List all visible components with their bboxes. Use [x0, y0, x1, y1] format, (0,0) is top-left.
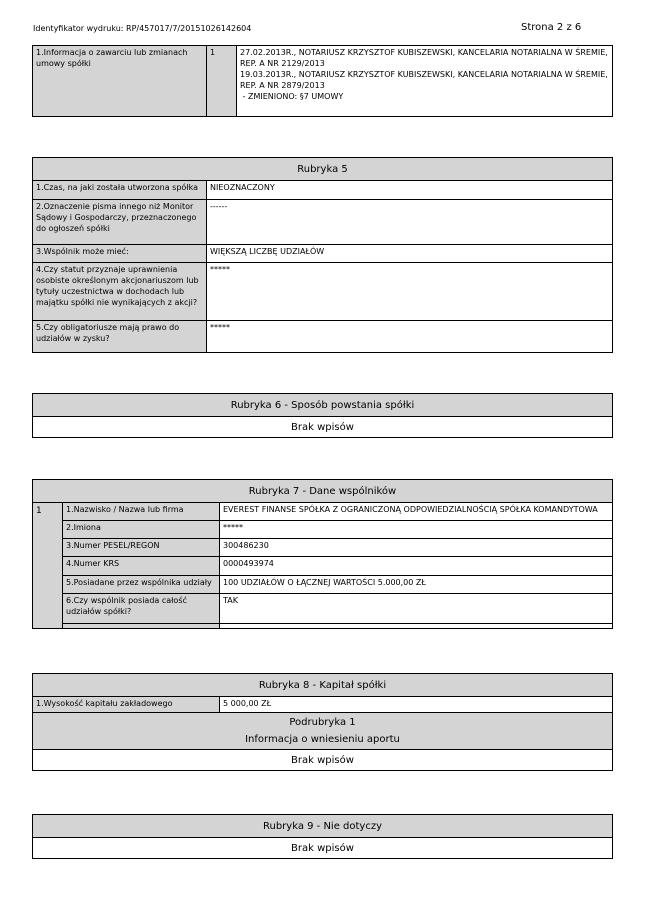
field-label: 5.Czy obligatoriusze mają prawo do udziałów w zysku?: [33, 321, 207, 353]
field-label: 2.Oznaczenie pisma innego niż Monitor Sądowy i Gospodarczy, przeznaczonego do ogłoszeń spółki: [33, 200, 207, 245]
rubryka-5: [32, 157, 613, 353]
agreement-entries: [237, 46, 613, 117]
no-entries: Brak wpisów: [33, 838, 613, 859]
field-value: 0000493974: [220, 557, 613, 576]
field-label: 1.Wysokość kapitału zakładowego: [33, 697, 220, 713]
field-value: 100 UDZIAŁÓW O ŁĄCZNEJ WARTOŚCI 5.000,00 ZŁ: [220, 576, 613, 594]
agreement-section: [32, 45, 613, 117]
section-title: Rubryka 8 - Kapitał spółki: [33, 674, 613, 697]
field-label: 4.Numer KRS: [63, 557, 220, 576]
field-label: 2.Imiona: [63, 521, 220, 539]
field-value: *****: [207, 263, 613, 321]
section-title: Rubryka 6 - Sposób powstania spółki: [33, 394, 613, 417]
partner-number: 1: [33, 503, 63, 629]
print-identifier: Identyfikator wydruku: RP/457017/7/20151026142604: [33, 24, 252, 33]
field-value: 5 000,00 ZŁ: [220, 697, 613, 713]
field-label: 6.Czy wspólnik posiada całość udziałów spółki?: [63, 594, 220, 624]
field-label: 1.Nazwisko / Nazwa lub firma: [63, 503, 220, 521]
field-value: EVEREST FINANSE SPÓŁKA Z OGRANICZONĄ ODPOWIEDZIALNOŚCIĄ SPÓŁKA KOMANDYTOWA: [220, 503, 613, 521]
field-value: TAK: [220, 594, 613, 624]
field-label: 5.Posiadane przez wspólnika udziały: [63, 576, 220, 594]
subsection-heading: Podrubryka 1: [289, 717, 356, 728]
no-entries: Brak wpisów: [33, 417, 613, 438]
agreement-label: 1.Informacja o zawarciu lub zmianach umowy spółki: [33, 46, 207, 117]
field-value: 300486230: [220, 539, 613, 557]
field-label: 3.Wspólnik może mieć:: [33, 245, 207, 263]
spacer-cell: [220, 624, 613, 629]
field-value: ------: [207, 200, 613, 245]
agreement-entry: - ZMIENIONO: §7 UMOWY: [240, 92, 344, 101]
field-value: *****: [207, 321, 613, 353]
rubryka-9: [32, 814, 613, 859]
rubryka-6: [32, 393, 613, 438]
field-label: 4.Czy statut przyznaje uprawnienia osobiste określonym akcjonariuszom lub tytuły uczestnictwa w dochodach lub majątku spółki nie wynikających z akcji?: [33, 263, 207, 321]
field-value: NIEOZNACZONY: [207, 181, 613, 200]
field-value: *****: [220, 521, 613, 539]
field-label: 3.Numer PESEL/REGON: [63, 539, 220, 557]
rubryka-8: [32, 673, 613, 771]
section-title: Rubryka 5: [33, 158, 613, 181]
rubryka-7: [32, 479, 613, 629]
section-title: Rubryka 9 - Nie dotyczy: [33, 815, 613, 838]
subsection-title: [33, 713, 613, 750]
field-value: WIĘKSZĄ LICZBĘ UDZIAŁÓW: [207, 245, 613, 263]
field-label: 1.Czas, na jaki została utworzona spółka: [33, 181, 207, 200]
page-number: Strona 2 z 6: [521, 22, 582, 33]
subsection-subheading: Informacja o wniesieniu aportu: [245, 734, 400, 745]
agreement-entry: 19.03.2013R., NOTARIUSZ KRZYSZTOF KUBISZEWSKI, KANCELARIA NOTARIALNA W ŚREMIE, REP. A NR 2879/2013: [240, 70, 608, 90]
spacer-cell: [63, 624, 220, 629]
agreement-entry: 27.02.2013R., NOTARIUSZ KRZYSZTOF KUBISZEWSKI, KANCELARIA NOTARIALNA W ŚREMIE, REP. A NR 2129/2013: [240, 48, 608, 68]
agreement-number: 1: [207, 46, 237, 117]
no-entries: Brak wpisów: [33, 750, 613, 771]
section-title: Rubryka 7 - Dane wspólników: [33, 480, 613, 503]
